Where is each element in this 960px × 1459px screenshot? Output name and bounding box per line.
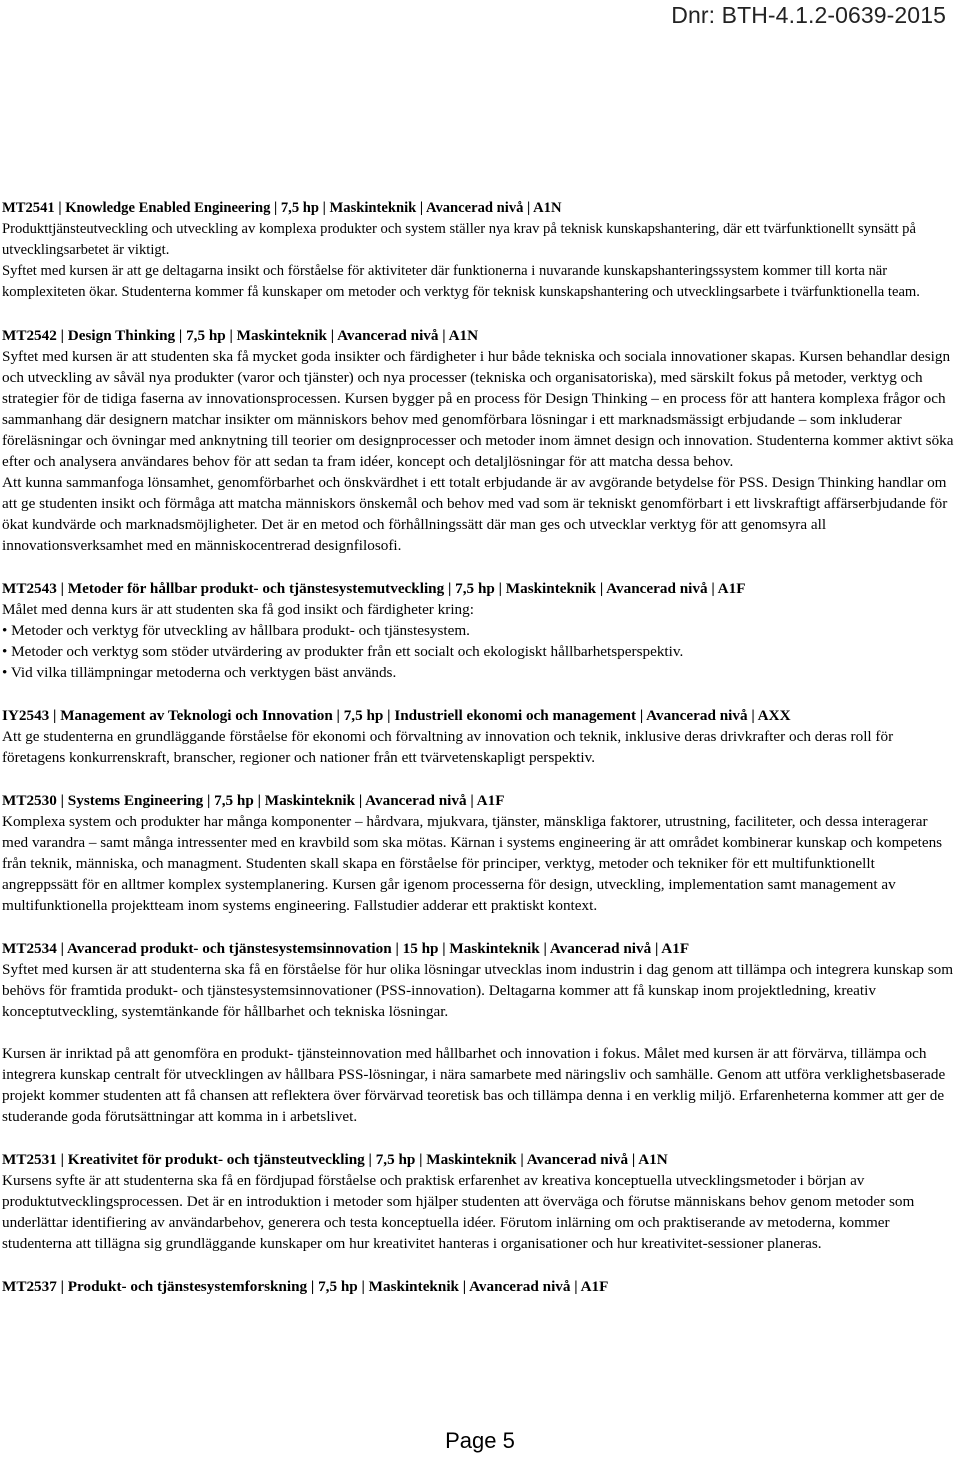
course-paragraph: Syftet med kursen är att ge deltagarna insikt och förståelse för aktiviteter där funktionerna i nuvarande kunskapshanteringssystem kommer till korta när komplexiteten ökar. Studenterna kommer få kunskaper om metoder och verktyg för teknisk kunskapshantering och utvecklingsarbete i tvärfunktionella team. — [2, 263, 920, 300]
bullet-item: • Metoder och verktyg som stöder utvärdering av produkter från ett socialt och ekologiskt hållbarhetsperspektiv. — [2, 643, 684, 660]
course-mt2537 — [2, 1276, 954, 1297]
course-paragraph: Syftet med kursen är att studenten ska få mycket goda insikter och färdigheter i hur både tekniska och sociala innovationer skapas. Kursen behandlar design och utveckling av såväl nya produkter (varor och tjänster) och nya processer (tekniska och organisatoriska), med särskilt fokus på metoder, verktyg och strategier för de tidiga faserna av innovationsprocessen. Kursen bygger på en process för Design Thinking – en process för att hantera komplexa frågor och sammanhang där designern matchar insikter om människors behov med genomförbara lösningar i ett marknadsmässigt erbjudande – som inkluderar föreläsningar och övningar med anknytning till teorier om designprocesser och metoder inom ämnet design och innovation. Studenterna kommer aktivt söka efter och analysera användares behov för att sedan ta fram idéer, koncept och detaljlösningar för att matcha dessa behov. — [2, 348, 954, 470]
course-mt2534 — [2, 938, 954, 1127]
course-paragraph: Att kunna sammanfoga lönsamhet, genomförbarhet och önskvärdhet i ett totalt erbjudande är av avgörande betydelse för PSS. Design Thinking handlar om att ge studenten insikt och förmåga att matcha människors önskemål och behov med vad som är tekniskt genomförbart i ett livskraftigt affärserbjudande för ökat kundvärde och marknadsmöjligheter. Det är en metod och förhållningssätt där man ges och utvecklar verktyg för att genomsyra all innovationsverksamhet med en människocentrerad designfilosofi. — [2, 474, 948, 554]
course-paragraph: Komplexa system och produkter har många komponenter – hårdvara, mjukvara, tjänster, mänskliga faktorer, utrustning, faciliteter, och dessa interagerar med varandra – samt många intressenter med en kravbild som ska mötas. Kärnan i systems engineering är att området kombinerar kunskap och kompetens från teknik, människa, och managment. Studenten skall skapa en förståelse för principer, verktyg, metoder och tekniker för ett multifunktionellt angreppssätt för en alltmer komplex systemplanering. Kursen går igenom processerna för design, utveckling, implementation samt management av multifunktionella projektteam inom systems engineering. Fallstudier adderar ett praktiskt kontext. — [2, 813, 943, 914]
course-title: IY2543 | Management av Teknologi och Innovation | 7,5 hp | Industriell ekonomi och management | Avancerad nivå | AXX — [2, 707, 791, 724]
course-iy2543 — [2, 705, 954, 768]
course-paragraph: Syftet med kursen är att studenterna ska få en förståelse för hur olika lösningar utvecklas inom industrin i dag genom att tillämpa och integrera kunskap som behövs för framtida produkt- och tjänstesystemsinnovationer (PSS-innovation). Deltagarna kommer att få kunskap inom projektledning, kreativ konceptutveckling, systemtänkande för hållbarhet och tekniska lösningar. — [2, 961, 954, 1020]
bullet-item: • Metoder och verktyg för utveckling av hållbara produkt- och tjänstesystem. — [2, 622, 470, 639]
course-mt2531 — [2, 1149, 954, 1254]
course-title: MT2541 | Knowledge Enabled Engineering | 7,5 hp | Maskinteknik | Avancerad nivå | A1N — [2, 200, 562, 216]
course-title: MT2542 | Design Thinking | 7,5 hp | Maskinteknik | Avancerad nivå | A1N — [2, 327, 479, 344]
course-title: MT2534 | Avancerad produkt- och tjänstesystemsinnovation | 15 hp | Maskinteknik | Avancerad nivå | A1F — [2, 940, 690, 957]
course-paragraph: Produkttjänsteutveckling och utveckling av komplexa produkter och system ställer nya krav på teknisk kunskapshantering, där ett tvärfunktionellt synsätt på utvecklingsarbetet är viktigt. — [2, 221, 916, 258]
course-paragraph: Målet med denna kurs är att studenten ska få god insikt och färdigheter kring: — [2, 601, 474, 618]
course-title: MT2531 | Kreativitet för produkt- och tjänsteutveckling | 7,5 hp | Maskinteknik | Avancerad nivå | A1N — [2, 1151, 668, 1168]
page-number: Page 5 — [445, 1428, 515, 1453]
bullet-item: • Vid vilka tillämpningar metoderna och verktygen bäst används. — [2, 664, 397, 681]
course-paragraph: Kursen är inriktad på att genomföra en produkt- tjänsteinnovation med hållbarhet och innovation i fokus. Målet med kursen är att förvärva, tillämpa och integrera kunskap centralt för utvecklingen av hållbara PSS-lösningar, i nära samarbete med näringsliv och samhälle. Genom att utföra verklighetsbaserade projekt kommer studenten att få chansen att reflektera över förvärvad teoretisk bas och tillämpa denna i en verklig miljö. Erfarenheterna kommer att ger de studerande goda förutsättningar att komma in i arbetslivet. — [2, 1045, 946, 1125]
course-title: MT2543 | Metoder för hållbar produkt- och tjänstesystemutveckling | 7,5 hp | Maskinteknik | Avancerad nivå | A1F — [2, 580, 746, 597]
document-number: Dnr: BTH-4.1.2-0639-2015 — [671, 2, 946, 28]
course-title: MT2530 | Systems Engineering | 7,5 hp | Maskinteknik | Avancerad nivå | A1F — [2, 792, 505, 809]
paragraph-spacer — [2, 1022, 954, 1043]
course-paragraph: Att ge studenterna en grundläggande förståelse för ekonomi och förvaltning av innovation och teknik, inklusive deras drivkrafter och deras roll för företagens konkurrenskraft, branscher, regioner och nationer från ett tvärvetenskapligt perspektiv. — [2, 728, 894, 766]
course-title: MT2537 | Produkt- och tjänstesystemforskning | 7,5 hp | Maskinteknik | Avancerad nivå | A1F — [2, 1278, 609, 1295]
course-mt2530 — [2, 790, 954, 916]
course-mt2543 — [2, 578, 954, 683]
course-paragraph: Kursens syfte är att studenterna ska få en fördjupad förståelse och praktisk erfarenhet av kreativa konceptuella utvecklingsmetoder i början av produktutvecklingsprocessen. Det är en introduktion i metoder som hjälper studenten att överväga och förutse människans behov genom metoder som underlättar identifiering av användarbehov, generera och testa konceptuella idéer. Förutom inlärning om och praktiserande av metoderna, kommer studenterna att tillägna sig grundläggande kunskaper om hur kreativitet hanteras i organisationer och hur kreativitet-sessioner planeras. — [2, 1172, 915, 1252]
course-list — [2, 198, 954, 1319]
course-mt2542 — [2, 325, 954, 556]
course-mt2541 — [2, 198, 954, 303]
